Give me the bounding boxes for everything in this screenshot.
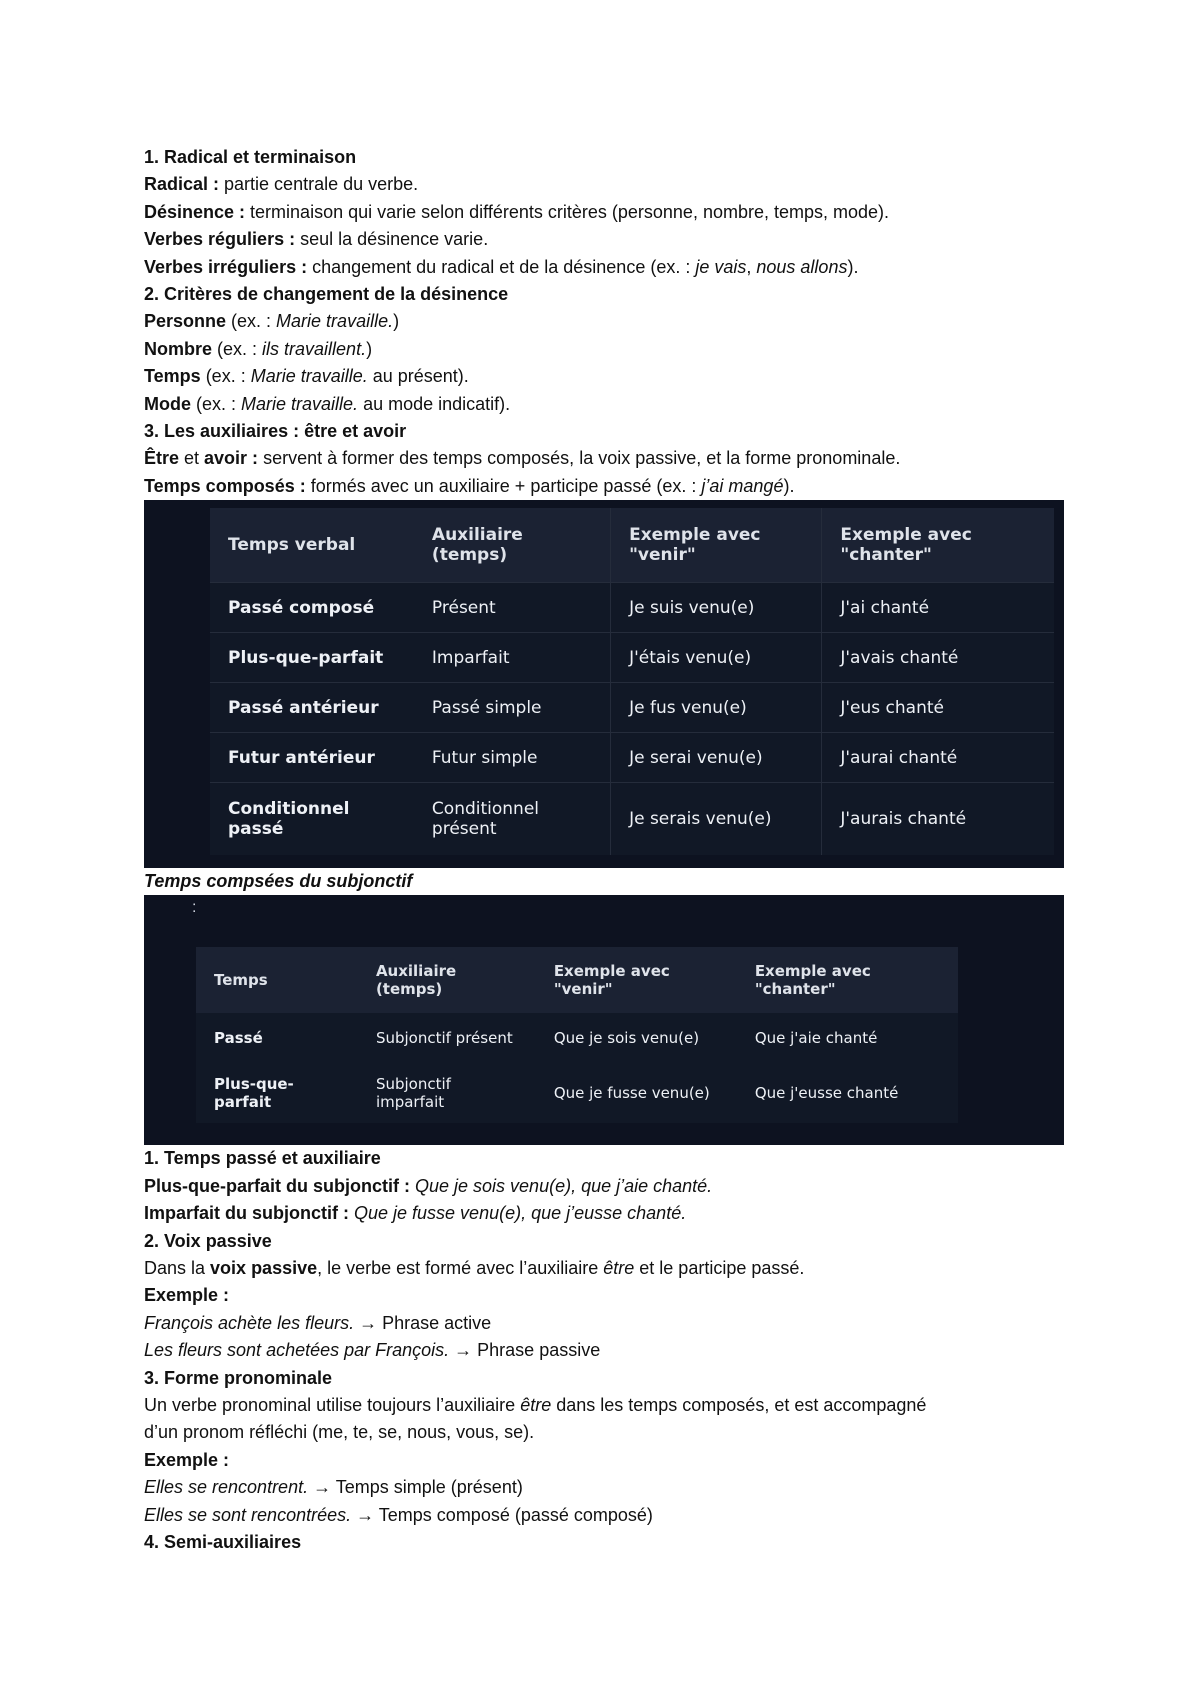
table-cell: Conditionnel présent [414, 783, 611, 856]
partB-section-2-heading: 2. Voix passive [144, 1230, 272, 1251]
table-cell: Que je sois venu(e) [536, 1013, 737, 1063]
table-row [210, 783, 1054, 856]
table-cell: Passé composé [210, 583, 414, 633]
table-header: Exemple avec "chanter" [822, 508, 1054, 583]
definition-desinence: Désinence : terminaison qui varie selon différents critères (personne, nombre, temps, mode). [144, 201, 890, 222]
pqp-subjonctif-line: Plus-que-parfait du subjonctif : Que je sois venu(e), que j’aie chanté. [144, 1175, 713, 1196]
table-row [210, 633, 1054, 683]
table-header: Auxiliaire (temps) [414, 508, 611, 583]
temps-composes-table-screenshot [144, 500, 1064, 868]
critere-mode: Mode (ex. : Marie travaille. au mode indicatif). [144, 393, 511, 414]
section-2-heading: 2. Critères de changement de la désinence [144, 283, 509, 304]
table-cell: J'étais venu(e) [611, 633, 822, 683]
table-cell: J'avais chanté [822, 633, 1054, 683]
table-header: Exemple avec "venir" [536, 947, 737, 1013]
partB-section-3-heading: 3. Forme pronominale [144, 1367, 333, 1388]
table-cell: Futur simple [414, 733, 611, 783]
table-row [210, 583, 1054, 633]
table-row [196, 1063, 958, 1123]
definition-verbes-reguliers: Verbes réguliers : seul la désinence varie. [144, 229, 489, 250]
table-cell: Subjonctif présent [358, 1013, 536, 1063]
exemple-passive: Les fleurs sont achetées par François. → Phrase passive [144, 1340, 601, 1361]
table-cell: Je serai venu(e) [611, 733, 822, 783]
table-row [196, 1013, 958, 1063]
table-row [210, 733, 1054, 783]
table-header-row [210, 508, 1054, 583]
temps-composes-table [210, 508, 1054, 855]
table-cell: Passé antérieur [210, 683, 414, 733]
imparfait-subjonctif-line: Imparfait du subjonctif : Que je fusse venu(e), que j’eusse chanté. [144, 1203, 687, 1224]
document-body [144, 144, 1064, 1556]
table-cell: Que j'eusse chanté [737, 1063, 958, 1123]
pronominale-definition-line-1: Un verbe pronominal utilise toujours l’auxiliaire être dans les temps composés, et est accompagné [144, 1394, 927, 1415]
definition-temps-composes: Temps composés : formés avec un auxiliaire + participe passé (ex. : j’ai mangé). [144, 475, 795, 496]
table-cell: Que j'aie chanté [737, 1013, 958, 1063]
critere-personne: Personne (ex. : Marie travaille.) [144, 311, 400, 332]
table-cell: J'aurai chanté [822, 733, 1054, 783]
table-cell: Imparfait [414, 633, 611, 683]
table-header: Exemple avec "venir" [611, 508, 822, 583]
subjonctif-table [196, 947, 958, 1123]
voix-passive-definition: Dans la voix passive, le verbe est formé avec l’auxiliaire être et le participe passé. [144, 1258, 805, 1279]
table-cell: Plus-que-parfait [210, 633, 414, 683]
subjonctif-caption: Temps compsées du subjonctif [144, 871, 413, 892]
table-cell: Passé simple [414, 683, 611, 733]
table-cell: Je serais venu(e) [611, 783, 822, 856]
critere-temps: Temps (ex. : Marie travaille. au présent). [144, 366, 469, 387]
table-cell: J'eus chanté [822, 683, 1054, 733]
critere-nombre: Nombre (ex. : ils travaillent.) [144, 338, 373, 359]
partB-section-1-heading: 1. Temps passé et auxiliaire [144, 1148, 381, 1169]
table-header: Temps verbal [210, 508, 414, 583]
pronominale-definition-line-2: d’un pronom réfléchi (me, te, se, nous, vous, se). [144, 1422, 535, 1443]
colon-mark: : [192, 899, 197, 917]
table-header: Exemple avec "chanter" [737, 947, 958, 1013]
table-cell: Présent [414, 583, 611, 633]
exemple-active: François achète les fleurs. → Phrase active [144, 1312, 492, 1333]
exemple-label: Exemple : [144, 1285, 230, 1306]
table-row [210, 683, 1054, 733]
exemple-label: Exemple : [144, 1449, 230, 1470]
table-cell: Futur antérieur [210, 733, 414, 783]
definition-verbes-irreguliers: Verbes irréguliers : changement du radical et de la désinence (ex. : je vais, nous allons). [144, 256, 859, 277]
section-1-heading: 1. Radical et terminaison [144, 147, 357, 167]
table-cell: Que je fusse venu(e) [536, 1063, 737, 1123]
table-cell: Je suis venu(e) [611, 583, 822, 633]
table-header: Auxiliaire (temps) [358, 947, 536, 1013]
table-cell: Subjonctif imparfait [358, 1063, 536, 1123]
definition-etre-avoir: Être et avoir : servent à former des temps composés, la voix passive, et la forme pronominale. [144, 448, 901, 469]
subjonctif-table-screenshot [144, 895, 1064, 1145]
table-header-row [196, 947, 958, 1013]
exemple-temps-simple: Elles se rencontrent. → Temps simple (présent) [144, 1477, 523, 1498]
section-3-heading: 3. Les auxiliaires : être et avoir [144, 420, 407, 441]
table-header: Temps [196, 947, 358, 1013]
table-cell: Plus-que-parfait [196, 1063, 358, 1123]
exemple-temps-compose: Elles se sont rencontrées. → Temps composé (passé composé) [144, 1504, 653, 1525]
partB-section-4-heading: 4. Semi-auxiliaires [144, 1531, 302, 1552]
table-cell: Conditionnel passé [210, 783, 414, 856]
definition-radical: Radical : partie centrale du verbe. [144, 174, 419, 195]
table-cell: Je fus venu(e) [611, 683, 822, 733]
table-cell: J'aurais chanté [822, 783, 1054, 856]
table-cell: Passé [196, 1013, 358, 1063]
table-cell: J'ai chanté [822, 583, 1054, 633]
